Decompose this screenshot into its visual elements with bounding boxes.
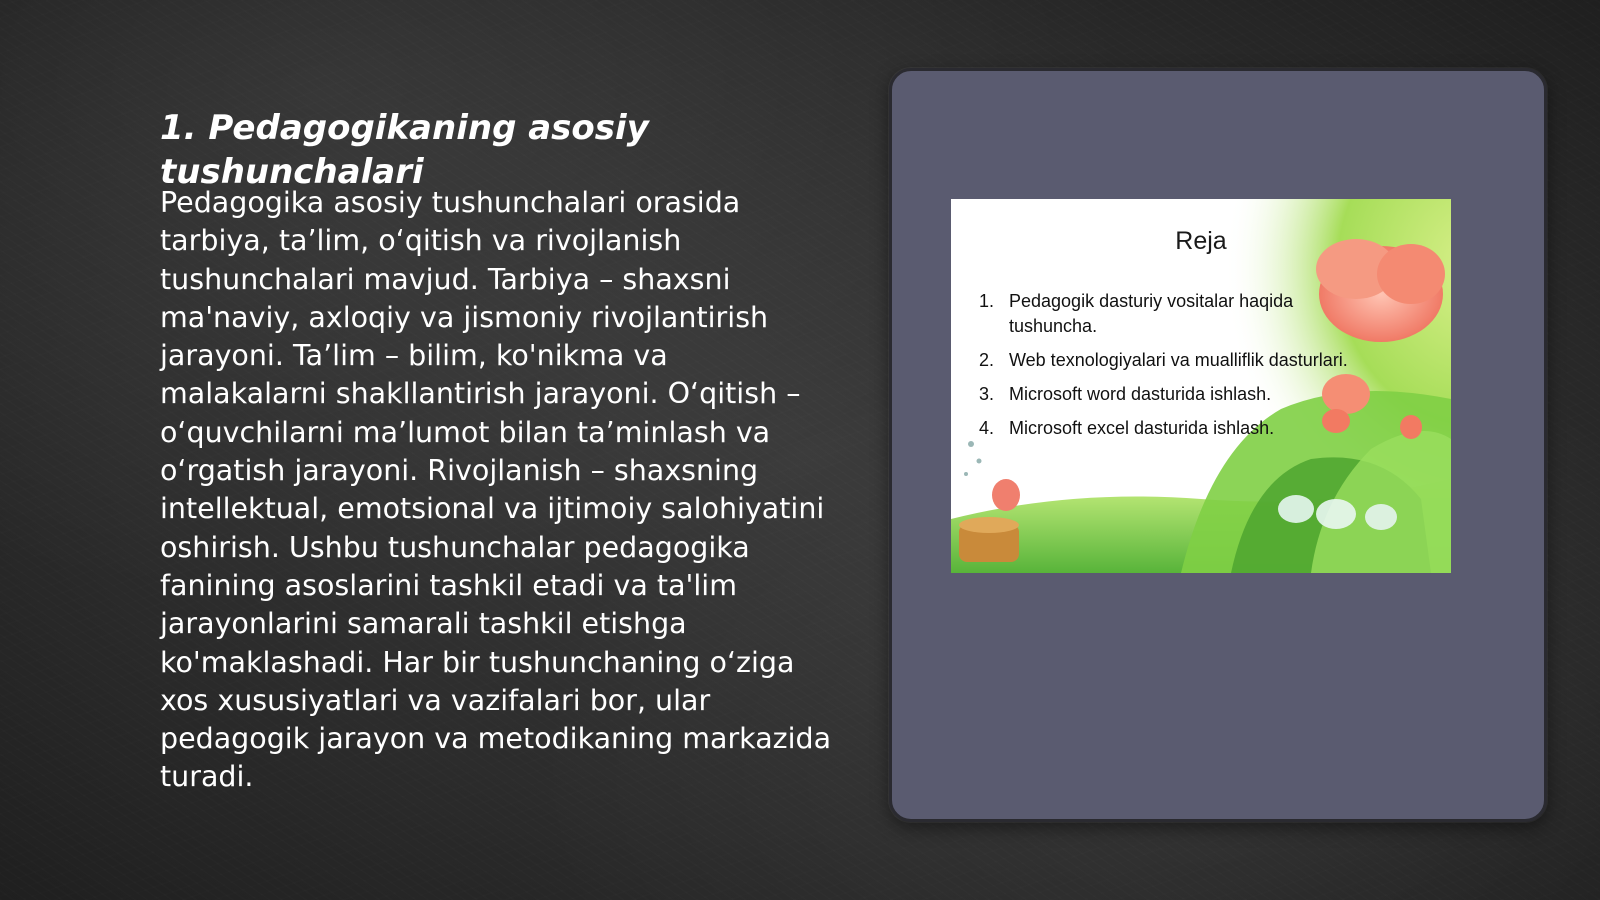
- plan-item: [979, 289, 1409, 339]
- plan-item-number: 4.: [979, 418, 995, 438]
- plan-item-number: 2.: [979, 350, 995, 370]
- plan-item-number: 1.: [979, 291, 995, 311]
- plan-item-text: Microsoft excel dasturida ishlash.: [1009, 418, 1275, 438]
- plan-item-text: Web texnologiyalari va mualliflik dasturlari.: [1009, 350, 1348, 370]
- plan-item: [979, 348, 1409, 373]
- plan-list: [979, 289, 1409, 450]
- plan-item: [979, 382, 1409, 407]
- embedded-slide-image: [951, 199, 1451, 573]
- plan-item-text: Microsoft word dasturida ishlash.: [1009, 384, 1272, 404]
- image-panel: [889, 68, 1547, 822]
- slide-title: 1. Pedagogikaning asosiy tushunchalari: [160, 108, 649, 192]
- plan-item-text: Pedagogik dasturiy vositalar haqida tushuncha.: [1009, 291, 1294, 336]
- embedded-slide-title: Reja: [1175, 227, 1227, 255]
- slide-body-text: Pedagogika asosiy tushunchalari orasida tarbiya, ta’lim, o‘qitish va rivojlanish tushunchalari mavjud. Tarbiya – shaxsni ma'naviy, axloqiy va jismoniy rivojlantirish jarayoni. Ta’lim – bilim, ko'nikma va malakalarni shakllantirish jarayoni. O‘qitish – o‘quvchilarni ma’lumot bilan ta’minlash va o‘rgatish jarayoni. Rivojlanish – shaxsning intellektual, emotsional va ijtimoiy salohiyatini oshirish. Ushbu tushunchalar pedagogika fanining asoslarini tashkil etadi va ta'lim jarayonlarini samarali tashkil etishga ko'maklashadi. Har bir tushunchaning o‘ziga xos xususiyatlari va vazifalari bor, ular pedagogik jarayon va metodikaning markazida turadi.: [160, 186, 832, 794]
- plan-item: [979, 416, 1409, 441]
- plan-item-number: 3.: [979, 384, 995, 404]
